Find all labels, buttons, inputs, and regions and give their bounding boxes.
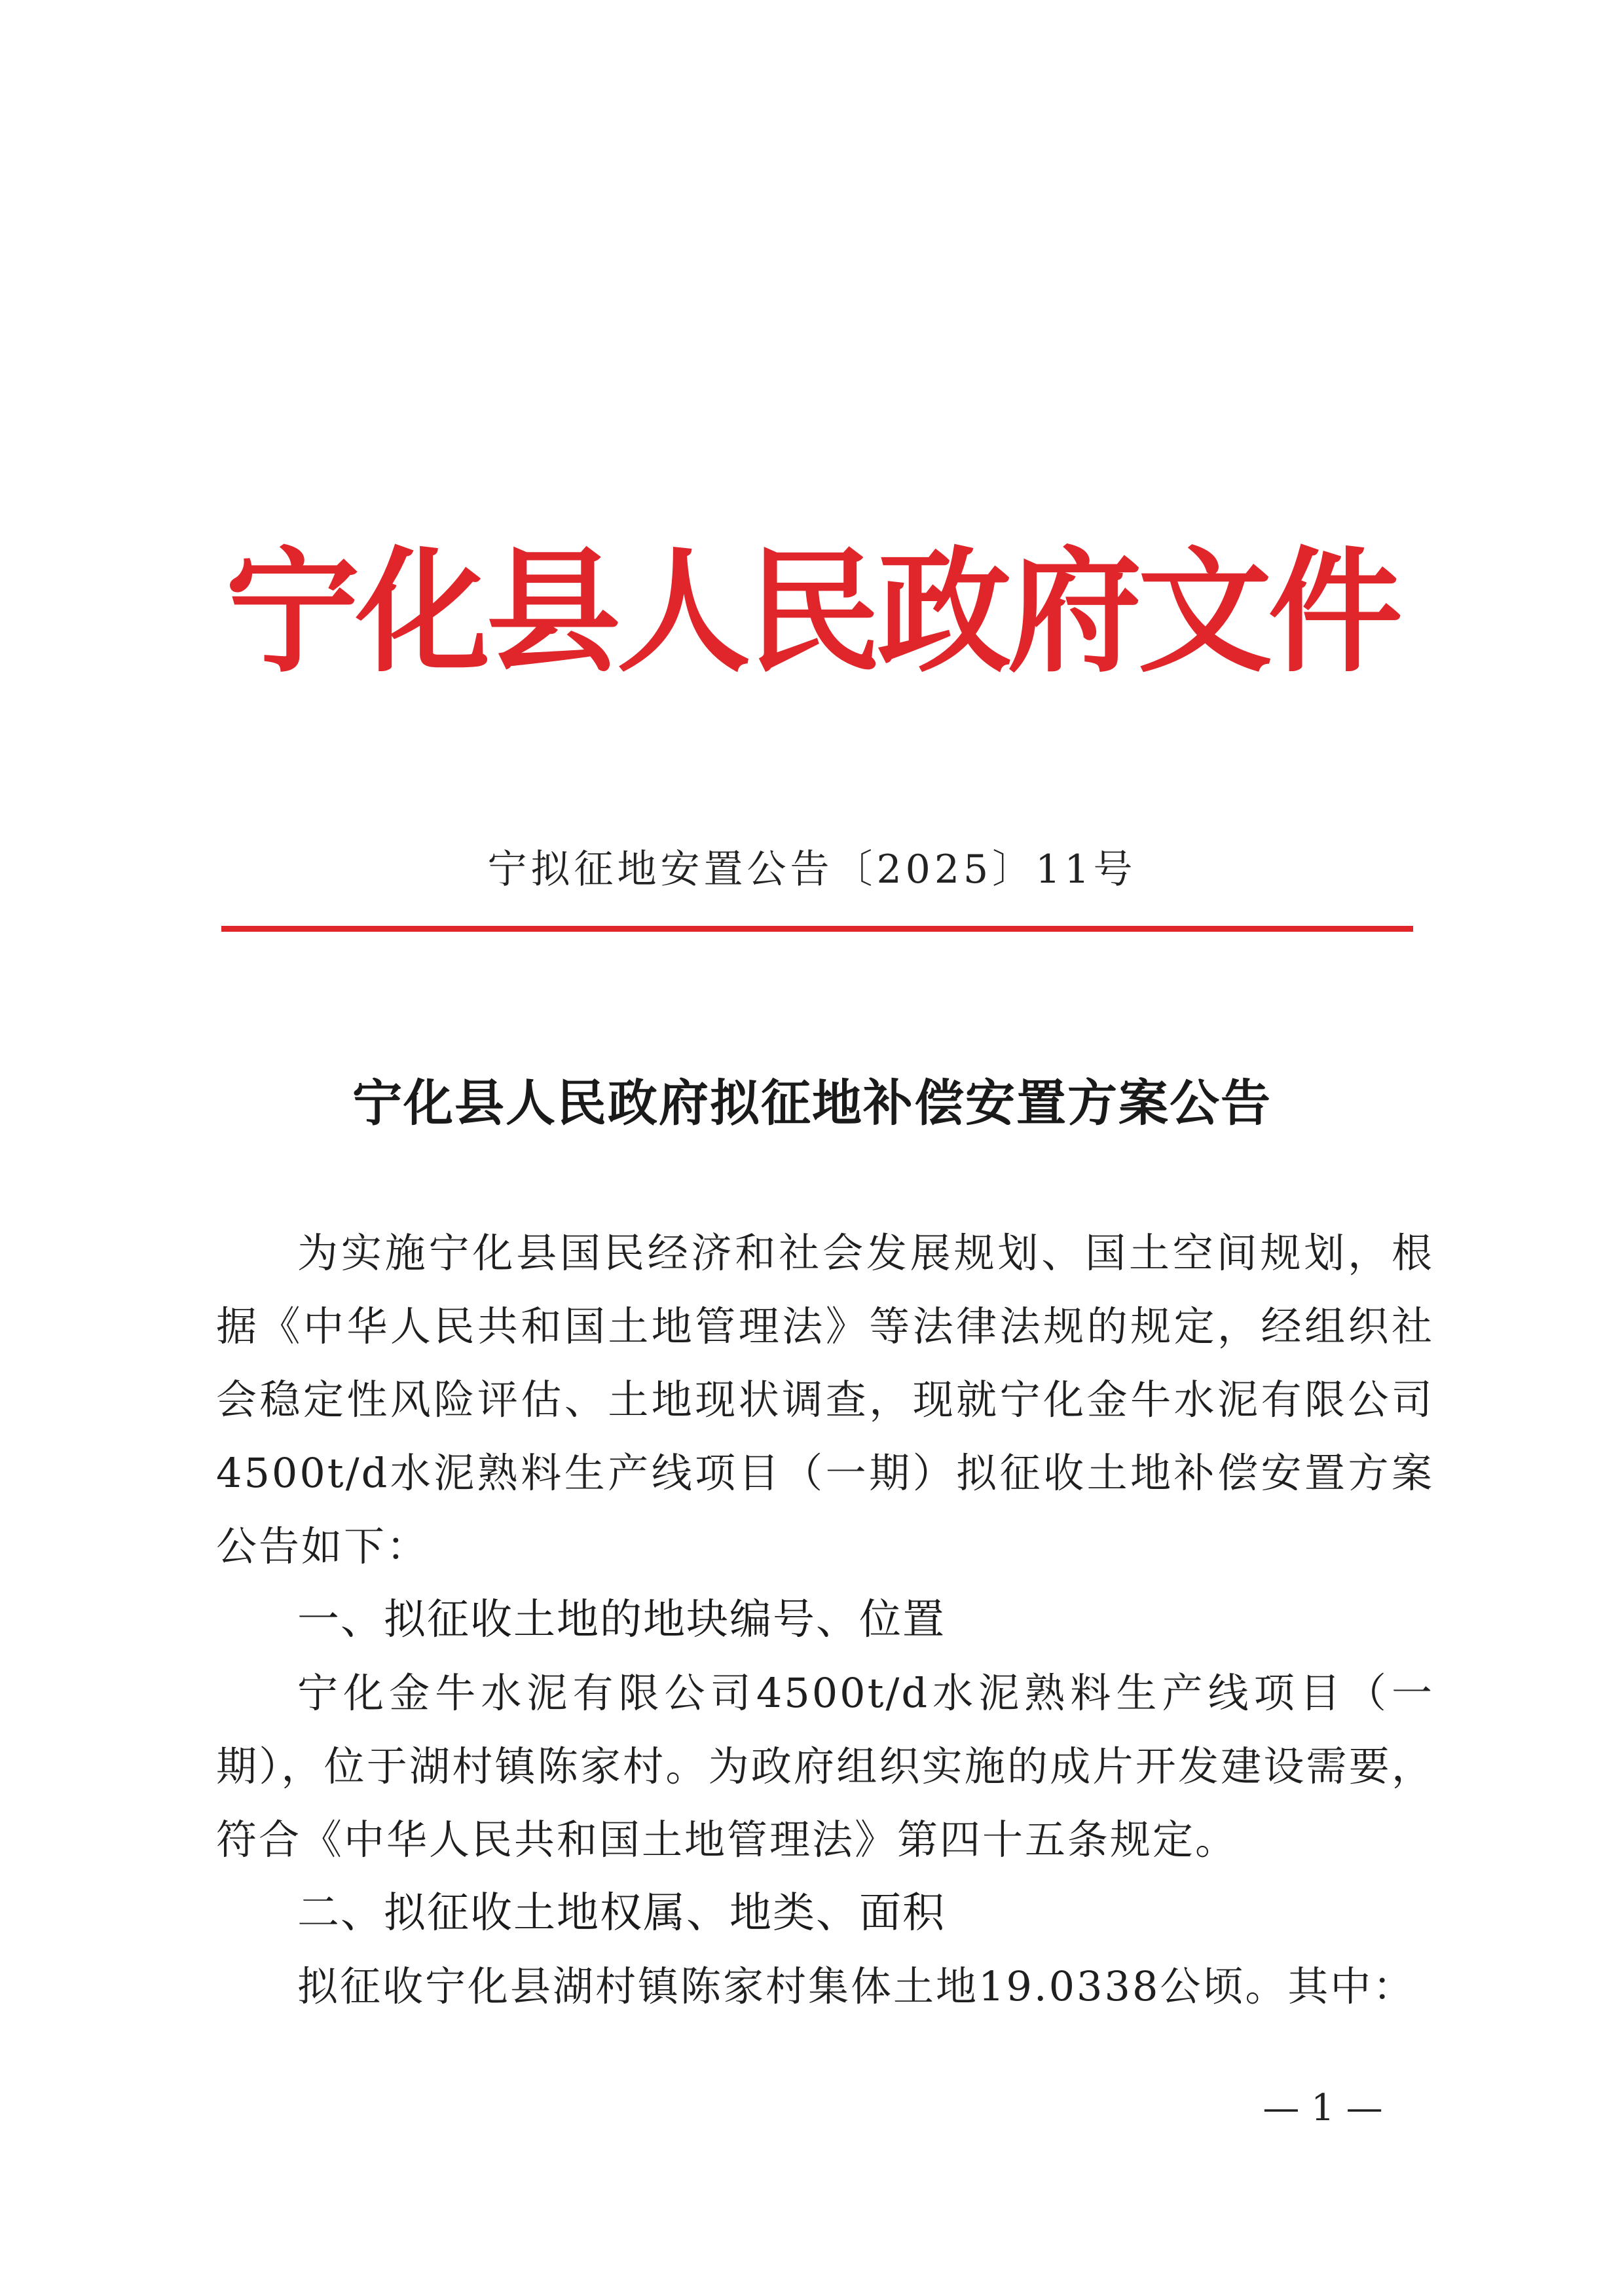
document-body: [216, 1217, 1434, 2023]
announcement-title: 宁化县人民政府拟征地补偿安置方案公告: [352, 1074, 1272, 1132]
section-2-heading: 二、拟征收土地权属、地类、面积: [297, 1889, 946, 1937]
section-1-paragraph: 宁化金牛水泥有限公司4500t/d水泥熟料生产线项目（一期），位于湖村镇陈家村。为政府组织实施的成片开发建设需要，符合《中华人民共和国土地管理法》第四十五条规定。: [216, 1669, 1434, 1864]
masthead: 宁化县人民政府文件: [225, 534, 1399, 691]
intro-paragraph: 为实施宁化县国民经济和社会发展规划、国土空间规划，根据《中华人民共和国土地管理法》等法律法规的规定，经组织社会稳定性风险评估、土地现状调查，现就宁化金牛水泥有限公司4500t/d水泥熟料生产线项目（一期）拟征收土地补偿安置方案公告如下：: [216, 1229, 1434, 1570]
section-1-heading: 一、拟征收土地的地块编号、位置: [297, 1596, 946, 1644]
page-number: — 1 —: [1263, 2087, 1383, 2129]
red-divider: [221, 926, 1413, 932]
section-2-paragraph: 拟征收宁化县湖村镇陈家村集体土地19.0338公顷。其中：: [297, 1962, 1416, 2010]
document-number: 宁拟征地安置公告〔2025〕11号: [487, 847, 1137, 892]
